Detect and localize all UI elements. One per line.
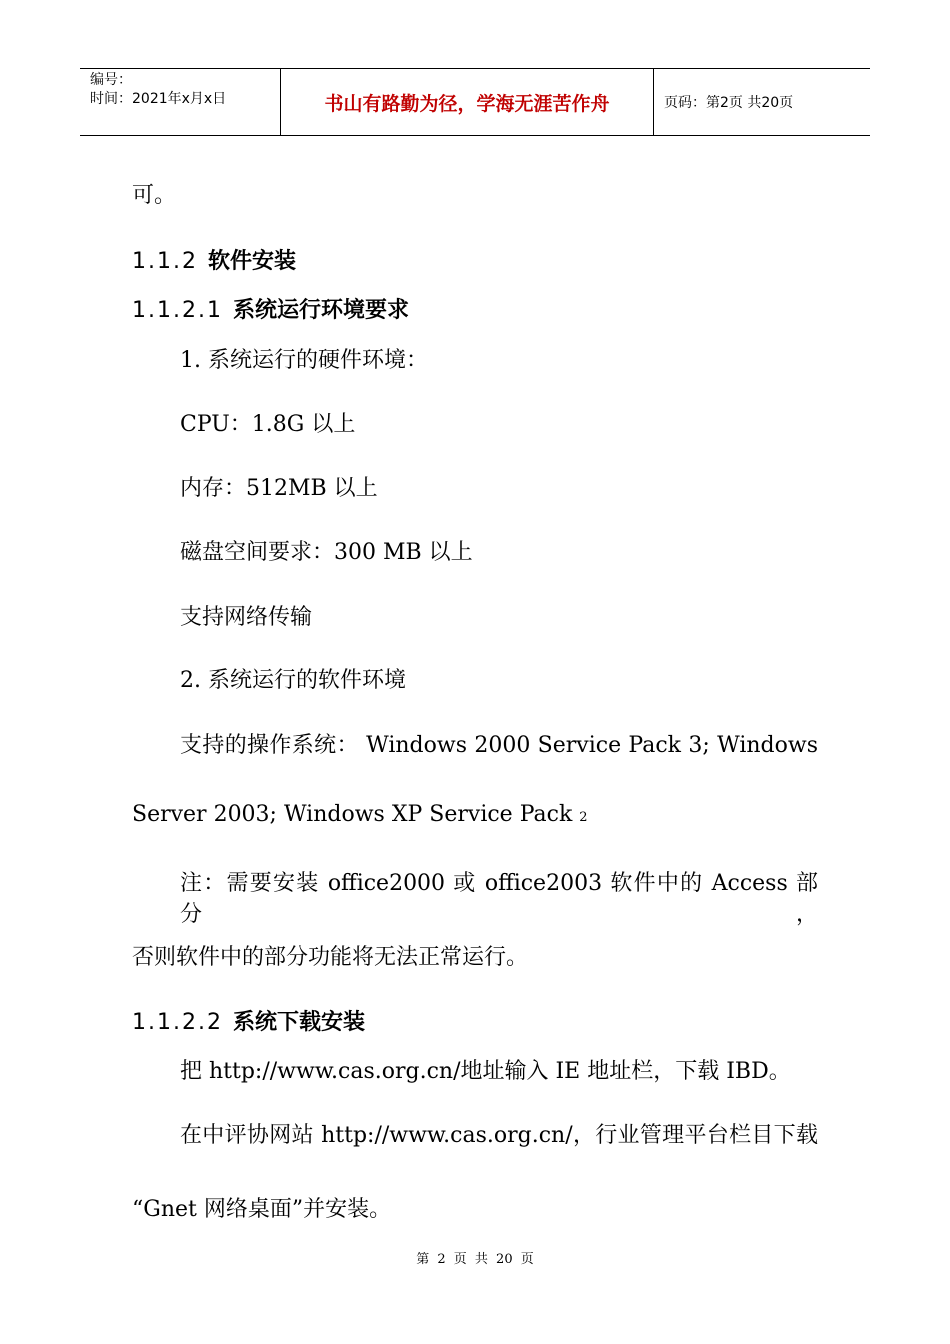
heading-number: 1.1.2.2 — [132, 1010, 223, 1035]
note-line-1: 注：需要安装 office2000 或 office2003 软件中的 Access 部分， — [180, 871, 818, 927]
os-line-2 — [132, 802, 588, 827]
page-footer: 第 2 页 共 20 页 — [416, 1252, 534, 1267]
disk-requirement: 磁盘空间要求：300 MB 以上 — [180, 540, 473, 565]
motto: 书山有路勤为径，学海无涯苦作舟 — [281, 69, 654, 135]
cpu-requirement: CPU：1.8G 以上 — [180, 412, 356, 437]
heading-number: 1.1.2 — [132, 249, 198, 274]
os-line-2-sub: 2 — [579, 810, 588, 825]
heading-number: 1.1.2.1 — [132, 298, 223, 323]
memory-requirement: 内存：512MB 以上 — [180, 476, 378, 501]
heading-title: 系统下载安装 — [232, 1010, 365, 1035]
os-line-1: 支持的操作系统： Windows 2000 Service Pack 3; Windows — [180, 733, 818, 758]
heading-1-1-2-1 — [132, 293, 409, 324]
network-support: 支持网络传输 — [180, 605, 313, 630]
heading-1-1-2 — [132, 244, 296, 275]
heading-title: 软件安装 — [207, 249, 296, 274]
download-line: 把 http://www.cas.org.cn/地址输入 IE 地址栏，下载 IBD。 — [180, 1059, 791, 1084]
hardware-env-title: 1. 系统运行的硬件环境： — [180, 348, 428, 373]
site-line-1: 在中评协网站 http://www.cas.org.cn/，行业管理平台栏目下载 — [180, 1123, 818, 1148]
text-line-ke: 可。 — [132, 183, 177, 208]
heading-1-1-2-2 — [132, 1005, 365, 1036]
note-line-2: 否则软件中的部分功能将无法正常运行。 — [132, 945, 529, 970]
number-label: 编号： — [90, 72, 132, 88]
software-env-title: 2. 系统运行的软件环境 — [180, 668, 406, 693]
page-info: 页码：第2页 共20页 — [664, 95, 794, 111]
header-table — [80, 68, 870, 136]
heading-title: 系统运行环境要求 — [232, 298, 409, 323]
header-left-cell — [80, 69, 281, 135]
os-line-2-text: Server 2003; Windows XP Service Pack — [132, 802, 573, 827]
site-line-2: “Gnet 网络桌面”并安装。 — [132, 1197, 392, 1222]
time-label: 时间：2021年x月x日 — [90, 91, 227, 107]
